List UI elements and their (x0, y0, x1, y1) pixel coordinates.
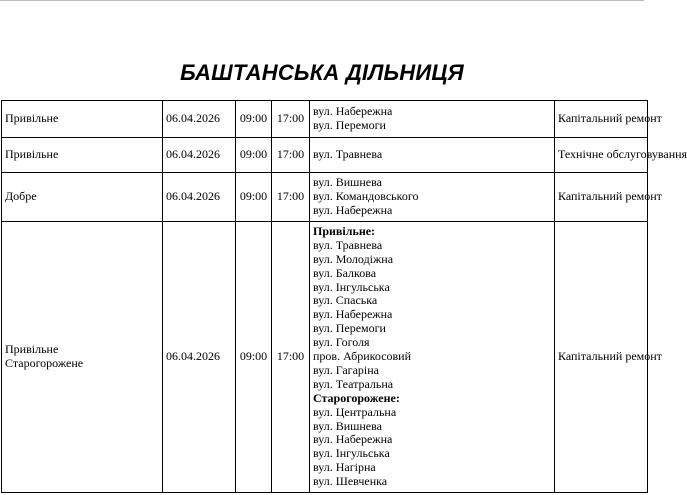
end-time-cell: 17:00 (272, 173, 310, 222)
settlement-cell (2, 101, 163, 138)
table-row (2, 138, 648, 173)
street-line: вул. Центральна (313, 404, 397, 419)
street-line: вул. Молодіжна (313, 251, 394, 266)
date-cell: 06.04.2026 (163, 173, 236, 222)
start-time-cell: 09:00 (236, 222, 272, 493)
start-time-cell: 09:00 (236, 101, 272, 138)
start-time-cell: 09:00 (236, 173, 272, 222)
settlement-cell (2, 173, 163, 222)
end-time-cell: 17:00 (272, 101, 310, 138)
settlement-name: Привільне (5, 342, 59, 357)
start-time-cell: 09:00 (236, 138, 272, 173)
street-line: вул. Гагаріна (313, 362, 380, 377)
street-line: вул. Командовського (313, 189, 419, 204)
street-line: вул. Вишнева (313, 418, 382, 433)
street-line: вул. Вишнева (313, 175, 382, 190)
table-row (2, 222, 648, 493)
work-type-cell: Капітальний ремонт (555, 222, 648, 493)
date-cell: 06.04.2026 (163, 222, 236, 493)
street-line: вул. Набережна (313, 104, 393, 119)
settlement-name: Старогорожене (5, 356, 84, 370)
street-line: вул. Інгульська (313, 446, 390, 461)
street-line: вул. Шевченка (313, 474, 388, 489)
end-time-cell: 17:00 (272, 138, 310, 173)
date-cell: 06.04.2026 (163, 101, 236, 138)
street-line: вул. Перемоги (313, 118, 386, 132)
street-line: вул. Перемоги (313, 321, 386, 336)
street-line: вул. Спаська (313, 293, 378, 308)
street-line: вул. Травнева (313, 237, 383, 252)
table-row (2, 173, 648, 222)
settlement-name: Привільне (5, 147, 59, 162)
settlement-name: Добре (5, 189, 37, 204)
settlement-name: Привільне (5, 111, 59, 126)
page-title: БАШТАНСЬКА ДІЛЬНИЦЯ (180, 60, 464, 85)
street-line: пров. Абрикосовий (313, 349, 412, 364)
outage-schedule-table (1, 100, 687, 493)
street-line: вул. Набережна (313, 307, 393, 322)
settlement-cell (2, 222, 163, 493)
streets-cell (310, 101, 555, 138)
street-line: вул. Травнева (313, 147, 383, 162)
settlement-cell (2, 138, 163, 173)
work-type-cell: Технічне обслуговування (555, 138, 648, 173)
street-line: вул. Набережна (313, 432, 393, 447)
street-line: вул. Гоголя (313, 335, 370, 350)
end-time-cell: 17:00 (272, 222, 310, 493)
streets-cell (310, 173, 555, 222)
date-cell: 06.04.2026 (163, 138, 236, 173)
work-type-cell: Капітальний ремонт (555, 173, 648, 222)
street-line: вул. Інгульська (313, 279, 390, 294)
street-line: вул. Театральна (313, 376, 394, 391)
streets-cell (310, 222, 555, 493)
street-group-label: Старогорожене: (313, 390, 400, 405)
street-line: вул. Нагірна (313, 460, 376, 475)
top-divider (0, 0, 644, 1)
street-group-label: Привільне: (313, 223, 376, 238)
table-row (2, 101, 648, 138)
work-type-cell: Капітальний ремонт (555, 101, 648, 138)
street-line: вул. Балкова (313, 265, 377, 280)
street-line: вул. Набережна (313, 202, 393, 217)
streets-cell (310, 138, 555, 173)
